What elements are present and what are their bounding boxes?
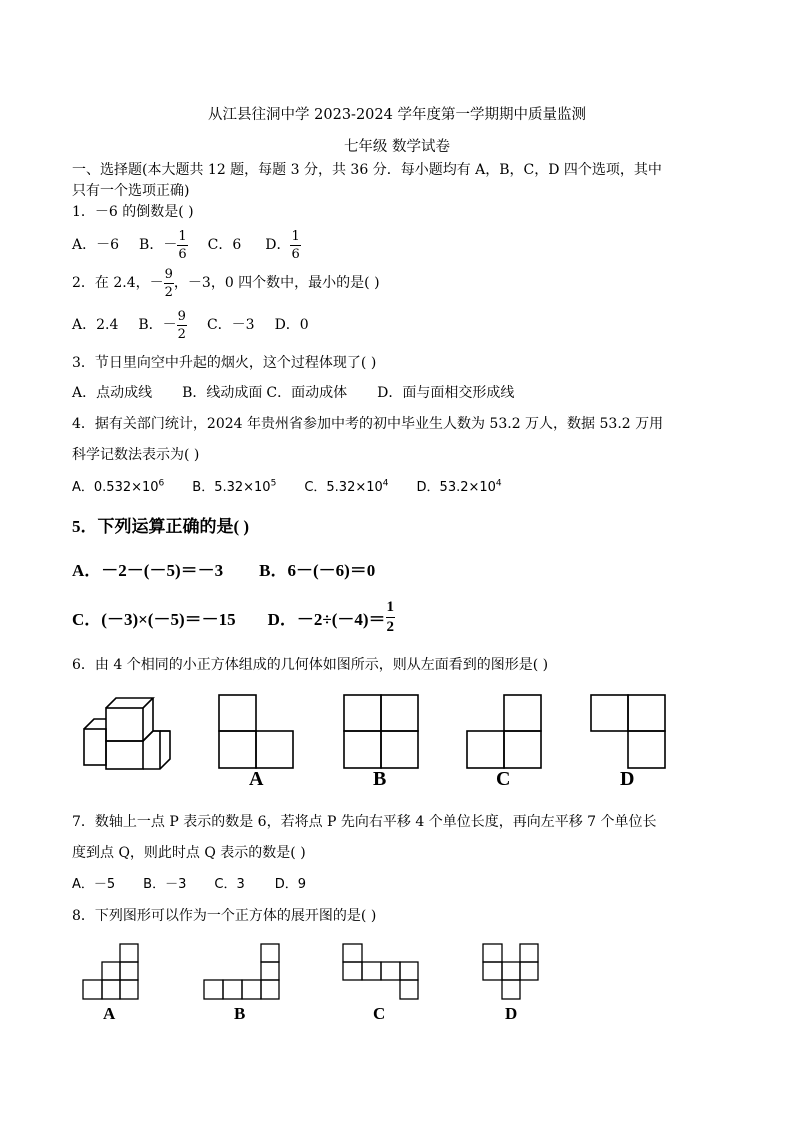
q6-option-b-figure [343,694,423,770]
page-title: 从江县往洞中学 2023-2024 学年度第一学期期中质量监测 [208,107,586,123]
q5-option-c: C．(－3)×(－5)＝－15 [72,609,236,629]
q7-option-b: B．－3 [143,877,187,892]
q3-option-b: B．线动成面 [182,385,263,401]
q8-stem: 8．下列图形可以作为一个正方体的展开图的是( ) [72,908,377,924]
q5-option-a: A．－2－(－5)＝－3 [72,561,224,580]
q7-line2: 度到点 Q，则此时点 Q 表示的数是( ) [72,845,306,861]
q2-stem-fraction: $\frac{9}{2}$ [164,266,173,300]
q2-option-b-fraction: $\frac{9}{2}$ [177,308,186,342]
q3-option-d: D．面与面相交形成线 [377,385,515,401]
q6-label-d: D [620,768,635,790]
q8-option-b-net [203,943,283,1003]
q8-label-c: C [373,1004,386,1023]
q4-option-d: D．$53.2\times 10^4$ [416,478,502,495]
q7-option-c: C．3 [214,877,245,892]
q1-option-d-prefix: D． [265,237,291,253]
q4-line2: 科学记数法表示为( ) [72,447,200,463]
q6-option-a-figure [218,694,298,770]
q5-options-row2 [72,594,395,640]
q8-option-c-net [342,943,422,1003]
q7-options [72,875,306,895]
q6-label-c: C [496,768,511,790]
q3-option-a: A．点动成线 [72,385,153,401]
q3-option-c: C．面动成体 [266,385,348,401]
q6-option-d-figure [590,694,670,770]
q5-option-d-fraction: $\frac{1}{2}$ [386,598,395,635]
section-heading-line2: 只有一个选项正确) [72,183,190,199]
page-subtitle: 七年级 数学试卷 [343,139,451,155]
q7-option-a: A．－5 [72,877,116,892]
q5-options-row1 [72,556,375,581]
q4-option-a: A．$0.532\times 10^6$ [72,478,165,495]
q6-label-b: B [373,768,387,790]
q5-stem: 5．下列运算正确的是( ) [72,517,250,536]
q1-stem: 1．－6 的倒数是( ) [72,204,194,220]
q6-solid-figure [80,693,175,773]
q3-stem: 3．节日里向空中升起的烟火，这个过程体现了( ) [72,355,377,371]
q6-option-c-figure [466,694,546,770]
q2-option-a: A．2.4 [72,317,119,333]
q2-option-c: C．－3 [206,317,255,333]
q1-option-b-prefix: B．－ [139,237,178,253]
q1-options [72,225,301,265]
q2-option-b-prefix: B．－ [138,317,177,333]
q5-option-d-prefix: D．－2÷(－4)＝ [267,609,386,629]
q3-options [72,383,514,403]
q1-option-a: A．－6 [72,237,120,253]
q1-option-b-fraction: $\frac{1}{6}$ [178,228,187,262]
q2-option-d: D．0 [274,317,309,333]
q4-line1: 4．据有关部门统计，2024 年贵州省参加中考的初中毕业生人数为 53.2 万人，数据 53.2 万用 [72,416,664,432]
q7-line1: 7．数轴上一点 P 表示的数是 6，若将点 P 先向右平移 4 个单位长度，再向左平移 7 个单位长 [72,814,657,830]
q8-option-d-net [482,943,542,1003]
q8-label-b: B [234,1004,246,1023]
q7-option-d: D．9 [274,877,307,892]
q4-options [72,478,502,498]
q1-option-c: C．6 [207,237,242,253]
q5-option-b: B．6－(－6)＝0 [259,561,376,580]
q6-stem: 6．由 4 个相同的小正方体组成的几何体如图所示，则从左面看到的图形是( ) [72,657,549,673]
q4-option-c: C．$5.32\times 10^4$ [304,478,389,495]
q4-option-b: B．$5.32\times 10^5$ [192,478,277,495]
q1-option-d-fraction: $\frac{1}{6}$ [291,228,300,262]
q8-option-a-net [82,943,142,1003]
q8-label-d: D [505,1004,518,1023]
q8-label-a: A [103,1004,116,1023]
q2-options [72,305,309,345]
q2-stem: 2．在 2.4，－ $\frac{9}{2}$ ，－3，0 四个数中，最小的是( ) [72,266,380,300]
q6-label-a: A [249,768,264,790]
section-heading-line1: 一、选择题(本大题共 12 题，每题 3 分，共 36 分．每小题均有 A，B，C，D 四个选项，其中 [72,162,662,178]
